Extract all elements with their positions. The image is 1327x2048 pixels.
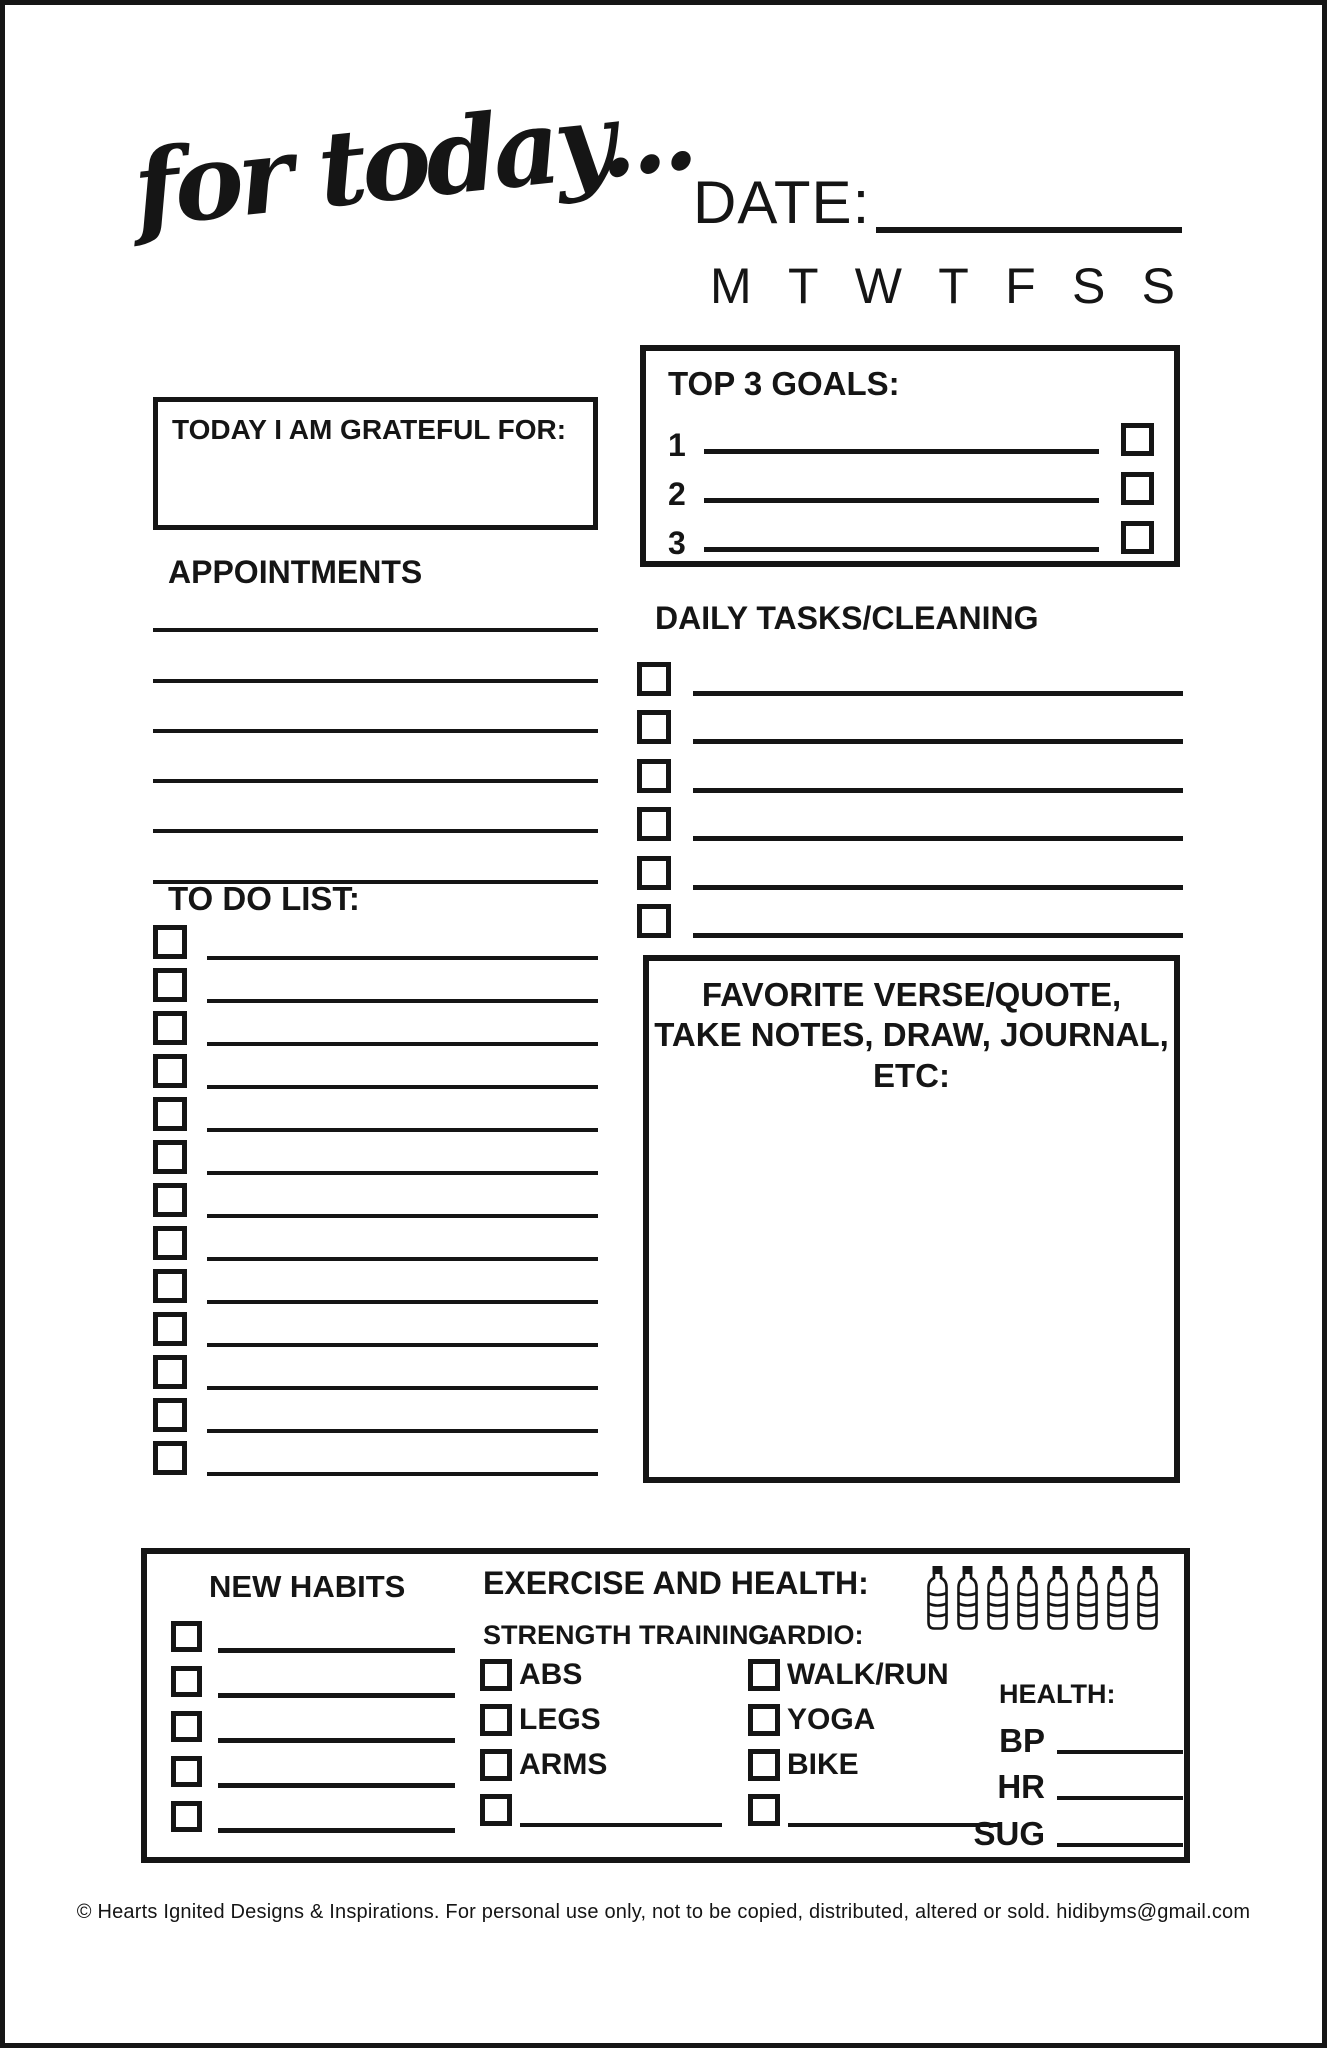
- strength-option-label: ARMS: [519, 1747, 608, 1781]
- habit-row: [171, 1653, 455, 1698]
- weekday-letter[interactable]: M: [710, 258, 752, 314]
- weekday-letter[interactable]: F: [1005, 258, 1036, 314]
- habit-row: [171, 1608, 455, 1653]
- appointment-blank-line: [153, 632, 598, 682]
- daily-task-row: [637, 793, 1183, 842]
- cardio-checkbox[interactable]: [748, 1704, 780, 1736]
- new-habits-list: [171, 1608, 455, 1833]
- goal-number: 2: [668, 476, 686, 512]
- strength-checkbox[interactable]: [480, 1704, 512, 1736]
- daily-task-blank-line: [693, 691, 1183, 696]
- daily-task-checkbox[interactable]: [637, 807, 671, 841]
- habit-checkbox[interactable]: [171, 1711, 202, 1742]
- habit-blank-line: [218, 1693, 455, 1698]
- todo-row: [153, 1390, 598, 1433]
- water-bottle-icon[interactable]: [1045, 1566, 1070, 1630]
- water-bottle-icon[interactable]: [1015, 1566, 1040, 1630]
- todo-row: [153, 1089, 598, 1132]
- habit-blank-line: [218, 1783, 455, 1788]
- strength-option-label: ABS: [519, 1657, 583, 1691]
- habit-row: [171, 1698, 455, 1743]
- health-blank-line: [1057, 1750, 1183, 1754]
- todo-blank-line: [207, 1171, 598, 1175]
- strength-training-label: STRENGTH TRAINING:: [483, 1620, 779, 1650]
- verse-label-line1: FAVORITE VERSE/QUOTE,: [701, 976, 1122, 1013]
- todo-row: [153, 1175, 598, 1218]
- goal-checkbox[interactable]: [1121, 423, 1154, 456]
- top-goals-rows: [668, 410, 1154, 561]
- water-bottle-icon[interactable]: [1135, 1566, 1160, 1630]
- exercise-health-panel: [141, 1548, 1190, 1863]
- health-blank-line: [1057, 1796, 1183, 1800]
- appointment-blank-line: [153, 733, 598, 783]
- top-goals-label: TOP 3 GOALS:: [668, 365, 900, 402]
- todo-blank-line: [207, 999, 598, 1003]
- cardio-option-row: [748, 1652, 998, 1697]
- todo-blank-line: [207, 1472, 598, 1476]
- goal-blank-line: [704, 498, 1099, 503]
- todo-checkbox[interactable]: [153, 1011, 187, 1045]
- appointment-blank-line: [153, 582, 598, 632]
- strength-option-row: [480, 1697, 722, 1742]
- health-field-row: [947, 1757, 1183, 1804]
- goal-blank-line: [704, 449, 1099, 454]
- strength-checkbox[interactable]: [480, 1749, 512, 1781]
- daily-task-checkbox[interactable]: [637, 710, 671, 744]
- todo-list: [153, 917, 598, 1476]
- goal-checkbox[interactable]: [1121, 472, 1154, 505]
- todo-checkbox[interactable]: [153, 1355, 187, 1389]
- todo-row: [153, 1304, 598, 1347]
- todo-row: [153, 960, 598, 1003]
- cardio-checkbox[interactable]: [748, 1659, 780, 1691]
- habit-checkbox[interactable]: [171, 1621, 202, 1652]
- daily-task-row: [637, 841, 1183, 890]
- water-bottle-icon[interactable]: [925, 1566, 950, 1630]
- habit-blank-line: [218, 1738, 455, 1743]
- page-title: for today...: [128, 70, 698, 251]
- habit-checkbox[interactable]: [171, 1666, 202, 1697]
- todo-blank-line: [207, 1300, 598, 1304]
- cardio-checkbox[interactable]: [748, 1749, 780, 1781]
- todo-checkbox[interactable]: [153, 1140, 187, 1174]
- verse-notes-box: [643, 955, 1180, 1483]
- strength-option-label: LEGS: [519, 1702, 601, 1736]
- water-tracker: [925, 1566, 1160, 1630]
- verse-label-line2: TAKE NOTES, DRAW, JOURNAL, ETC:: [654, 1016, 1169, 1094]
- todo-blank-line: [207, 1429, 598, 1433]
- daily-task-row: [637, 696, 1183, 745]
- daily-task-row: [637, 744, 1183, 793]
- weekday-row: [710, 258, 1175, 314]
- todo-blank-line: [207, 1214, 598, 1218]
- habit-checkbox[interactable]: [171, 1756, 202, 1787]
- todo-blank-line: [207, 1085, 598, 1089]
- date-row: [693, 169, 1182, 236]
- todo-checkbox[interactable]: [153, 1269, 187, 1303]
- daily-task-checkbox[interactable]: [637, 662, 671, 696]
- cardio-option-label: YOGA: [787, 1702, 876, 1736]
- todo-row: [153, 1261, 598, 1304]
- water-bottle-icon[interactable]: [985, 1566, 1010, 1630]
- new-habits-label: NEW HABITS: [209, 1569, 406, 1604]
- health-field-label: BP: [999, 1721, 1045, 1759]
- habit-checkbox[interactable]: [171, 1801, 202, 1832]
- health-field-label: HR: [997, 1768, 1045, 1805]
- todo-checkbox[interactable]: [153, 1183, 187, 1217]
- todo-row: [153, 1347, 598, 1390]
- todo-row: [153, 1132, 598, 1175]
- daily-task-row: [637, 647, 1183, 696]
- strength-blank-checkbox[interactable]: [480, 1794, 512, 1826]
- todo-row: [153, 1433, 598, 1476]
- habit-row: [171, 1743, 455, 1788]
- weekday-letter[interactable]: T: [938, 258, 969, 314]
- goal-row: [668, 459, 1154, 512]
- weekday-letter[interactable]: S: [1141, 258, 1175, 314]
- todo-label: TO DO LIST:: [168, 880, 360, 917]
- todo-checkbox[interactable]: [153, 1441, 187, 1475]
- health-field-row: [947, 1803, 1183, 1850]
- cardio-label: CARDIO:: [748, 1620, 864, 1650]
- daily-tasks-list: [637, 647, 1183, 938]
- daily-task-checkbox[interactable]: [637, 856, 671, 890]
- weekday-letter[interactable]: W: [854, 258, 902, 314]
- health-fields: [947, 1710, 1183, 1850]
- strength-blank-line: [520, 1823, 722, 1827]
- appointment-blank-line: [153, 833, 598, 883]
- todo-checkbox[interactable]: [153, 925, 187, 959]
- water-bottle-icon[interactable]: [1105, 1566, 1130, 1630]
- strength-options: [480, 1652, 722, 1832]
- todo-blank-line: [207, 1386, 598, 1390]
- daily-task-blank-line: [693, 788, 1183, 793]
- daily-task-checkbox[interactable]: [637, 759, 671, 793]
- habit-blank-line: [218, 1648, 455, 1653]
- todo-checkbox[interactable]: [153, 1054, 187, 1088]
- appointment-blank-line: [153, 783, 598, 833]
- todo-row: [153, 917, 598, 960]
- daily-tasks-label: DAILY TASKS/CLEANING: [655, 600, 1039, 636]
- health-label: HEALTH:: [999, 1679, 1116, 1709]
- todo-blank-line: [207, 1257, 598, 1261]
- strength-option-row: [480, 1742, 722, 1787]
- health-field-label: SUG: [973, 1814, 1045, 1852]
- cardio-option-label: BIKE: [787, 1747, 859, 1781]
- daily-task-blank-line: [693, 933, 1183, 938]
- health-field-row: [947, 1710, 1183, 1757]
- appointments-label: APPOINTMENTS: [168, 554, 423, 590]
- exercise-health-label: EXERCISE AND HEALTH:: [483, 1565, 869, 1601]
- daily-task-blank-line: [693, 739, 1183, 744]
- todo-row: [153, 1218, 598, 1261]
- copyright-footer: © Hearts Ignited Designs & Inspirations. For personal use only, not to be copied, distributed, altered or sold. hidibyms@gmail.com: [76, 1901, 1251, 1923]
- date-label: DATE:: [693, 169, 871, 236]
- goal-row: [668, 410, 1154, 463]
- todo-checkbox[interactable]: [153, 968, 187, 1002]
- todo-blank-line: [207, 1042, 598, 1046]
- goal-number: 1: [668, 427, 686, 463]
- strength-blank-option-row: [480, 1787, 722, 1832]
- appointment-blank-line: [153, 683, 598, 733]
- todo-checkbox[interactable]: [153, 1398, 187, 1432]
- todo-checkbox[interactable]: [153, 1226, 187, 1260]
- daily-task-blank-line: [693, 836, 1183, 841]
- todo-blank-line: [207, 1343, 598, 1347]
- strength-item-list: [480, 1652, 722, 1787]
- date-blank-line: [876, 173, 1182, 233]
- todo-row: [153, 1003, 598, 1046]
- water-bottle-icon[interactable]: [1075, 1566, 1100, 1630]
- habit-row: [171, 1788, 455, 1833]
- goal-blank-line: [704, 547, 1099, 552]
- health-blank-line: [1057, 1843, 1183, 1847]
- todo-checkbox[interactable]: [153, 1312, 187, 1346]
- top-goals-box: [640, 345, 1180, 567]
- weekday-letter[interactable]: T: [787, 258, 819, 314]
- daily-task-row: [637, 890, 1183, 939]
- strength-checkbox[interactable]: [480, 1659, 512, 1691]
- habit-blank-line: [218, 1828, 455, 1833]
- appointments-lines: [153, 582, 598, 884]
- weekday-letter[interactable]: S: [1071, 258, 1106, 314]
- daily-task-blank-line: [693, 885, 1183, 890]
- grateful-label: TODAY I AM GRATEFUL FOR:: [172, 414, 567, 445]
- goal-number: 3: [668, 525, 686, 561]
- todo-row: [153, 1046, 598, 1089]
- water-bottle-icon[interactable]: [955, 1566, 980, 1630]
- todo-checkbox[interactable]: [153, 1097, 187, 1131]
- grateful-box: [153, 397, 598, 530]
- strength-option-row: [480, 1652, 722, 1697]
- goal-row: [668, 508, 1154, 561]
- goal-checkbox[interactable]: [1121, 521, 1154, 554]
- cardio-option-label: WALK/RUN: [787, 1657, 949, 1691]
- todo-blank-line: [207, 1128, 598, 1132]
- cardio-blank-checkbox[interactable]: [748, 1794, 780, 1826]
- todo-blank-line: [207, 956, 598, 960]
- daily-task-checkbox[interactable]: [637, 904, 671, 938]
